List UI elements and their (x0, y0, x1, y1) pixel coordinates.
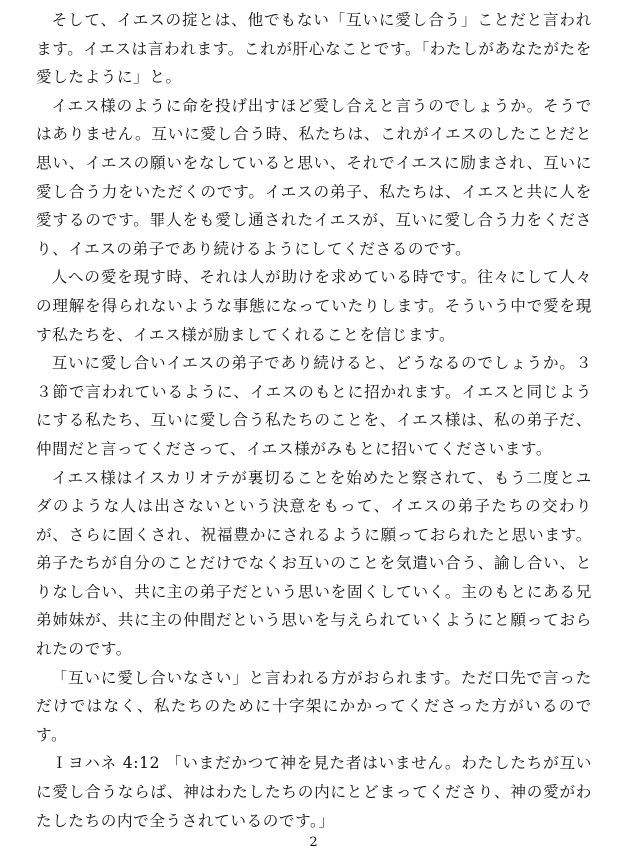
paragraph: イエス様はイスカリオテが裏切ることを始めたと察されて、もう二度とユダのような人は出さないという決意をもって、イエスの弟子たちの交わりが、さらに固くされ、祝福豊かにされるように願っておられたと思います。弟子たちが自分のことだけでなくお互いのことを気遣い合う、諭し合い、とりなし合い、共に主の弟子だという思いを固くしていく。主のもとにある兄弟姉妹が、共に主の仲間だという思いを与えられていくようにと願っておられたのです。 (36, 468, 592, 659)
paragraph: 互いに愛し合いイエスの弟子であり続けると、どうなるのでしょうか。３３節で言われているように、イエスのもとに招かれます。イエスと同じようにする私たち、互いに愛し合う私たちのことを、イエス様は、私の弟子だ、仲間だと言ってくださって、イエス様がみもとに招いてくださいます。 (36, 354, 592, 458)
body-text (36, 6, 592, 835)
paragraph: Ｉヨハネ 4:12 「いまだかつて神を見た者はいません。わたしたちが互いに愛し合うならば、神はわたしたちの内にとどまってくださり、神の愛がわたしたちの内で全うされているのです。」 (36, 754, 592, 830)
paragraph: 人への愛を現す時、それは人が助けを求めている時です。往々にして人々の理解を得られないような事態になっていたりします。そういう中で愛を現す私たちを、イエス様が励ましてくれることを信じます。 (36, 268, 592, 344)
page-number: 2 (309, 835, 318, 850)
paragraph: そして、イエスの掟とは、他でもない「互いに愛し合う」ことだと言われます。イエスは言われます。これが肝心なことです。「わたしがあなたがたを愛したように」と。 (36, 11, 592, 87)
paragraph: イエス様のように命を投げ出すほど愛し合えと言うのでしょうか。そうではありません。互いに愛し合う時、私たちは、これがイエスのしたことだと思い、イエスの願いをなしていると思い、それでイエスに励まされ、互いに愛し合う力をいただくのです。イエスの弟子、私たちは、イエスと共に人を愛するのです。罪人をも愛し通されたイエスが、互いに愛し合う力をくださり、イエスの弟子であり続けるようにしてくださるのです。 (36, 96, 592, 258)
paragraph: 「互いに愛し合いなさい」と言われる方がおられます。ただ口先で言っただけではなく、私たちのために十字架にかかってくださった方がいるのです。 (36, 668, 592, 744)
